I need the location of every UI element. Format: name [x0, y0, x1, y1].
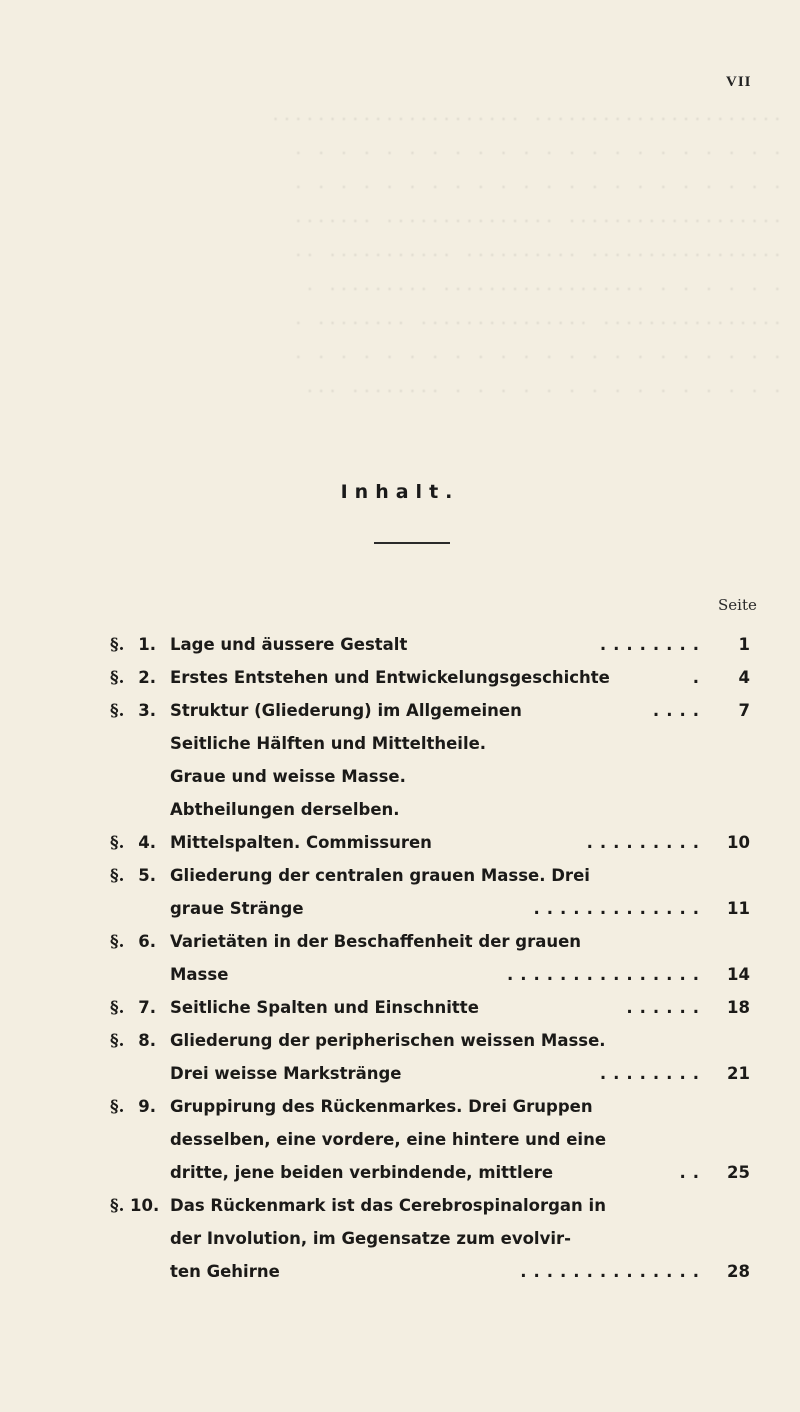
toc-line	[110, 694, 750, 727]
toc-entry-1	[110, 628, 750, 661]
section-title: Lage und äussere Gestalt	[170, 635, 408, 654]
toc-line	[110, 859, 750, 892]
toc-entry-8	[110, 1024, 750, 1090]
leader-dots: ..............	[520, 1262, 706, 1281]
title-divider	[374, 542, 450, 544]
toc-line	[110, 793, 750, 826]
section-title-continued: ten Gehirne	[170, 1262, 280, 1281]
toc-line	[110, 1255, 750, 1288]
section-mark: §.	[110, 1097, 125, 1116]
section-mark: §.	[110, 668, 125, 687]
page-ref: 25	[727, 1163, 750, 1182]
leader-dots: .	[692, 668, 706, 687]
section-number: 6.	[138, 932, 156, 951]
section-mark: §.	[110, 635, 125, 654]
section-mark: §.	[110, 833, 125, 852]
section-title: Varietäten in der Beschaffenheit der grauen	[170, 932, 582, 951]
section-number: 3.	[138, 701, 156, 720]
page-number: VII	[726, 74, 752, 90]
toc-line	[110, 727, 750, 760]
toc-entry-4	[110, 826, 750, 859]
page-ref: 1	[738, 635, 750, 654]
toc-line	[110, 1156, 750, 1189]
section-number: 2.	[138, 668, 156, 687]
section-number: 4.	[138, 833, 156, 852]
leader-dots: ......	[626, 998, 706, 1017]
section-mark: §.	[110, 1196, 125, 1215]
section-title-continued: desselben, eine vordere, eine hintere und eine	[170, 1130, 607, 1149]
toc-line	[110, 1024, 750, 1057]
section-mark: §.	[110, 998, 125, 1017]
toc-entry-10	[110, 1189, 750, 1288]
section-title: Seitliche Spalten und Einschnitte	[170, 998, 479, 1017]
section-mark: §.	[110, 1031, 125, 1050]
leader-dots: ...............	[506, 965, 706, 984]
page-ref: 11	[727, 899, 750, 918]
leader-dots: .........	[586, 833, 706, 852]
section-number: 1.	[138, 635, 156, 654]
section-title-continued: Graue und weisse Masse.	[170, 767, 406, 786]
section-title-continued: Abtheilungen derselben.	[170, 800, 400, 819]
toc-line	[110, 991, 750, 1024]
section-mark: §.	[110, 866, 125, 885]
section-title-continued: Seitliche Hälften und Mitteltheile.	[170, 734, 487, 753]
toc-entry-7	[110, 991, 750, 1024]
section-title-continued: dritte, jene beiden verbindende, mittlere	[170, 1163, 554, 1182]
section-title-continued: Masse	[170, 965, 229, 984]
section-title: Gruppirung des Rückenmarkes. Drei Gruppen	[170, 1097, 593, 1116]
toc-entry-3	[110, 694, 750, 826]
toc-line	[110, 1189, 750, 1222]
section-title: Gliederung der centralen grauen Masse. Drei	[170, 866, 590, 885]
toc-line	[110, 892, 750, 925]
toc-line	[110, 628, 750, 661]
toc-line	[110, 958, 750, 991]
table-of-contents	[110, 628, 750, 1288]
toc-line	[110, 661, 750, 694]
page-ref: 28	[727, 1262, 750, 1281]
leader-dots: ..	[679, 1163, 706, 1182]
leader-dots: .............	[533, 899, 706, 918]
section-number: 5.	[138, 866, 156, 885]
seite-column-header: Seite	[718, 596, 757, 614]
leader-dots: ....	[652, 701, 706, 720]
section-number: 8.	[138, 1031, 156, 1050]
bleed-through-text: ...................... ...................... . . . . . . . . . . . . . . . . . . . . . . . . . . . . . . . . . . . . . . . . . . . . ................... ............... ....... ................. .......... ........... .. . . . . . . .................. ......... . ................ ............... ........ . . . . . . . . . . . . . . . . . . . . . . . . . . . . . . . . . . . . . . ........ ...	[266, 105, 780, 397]
toc-entry-6	[110, 925, 750, 991]
section-number: 7.	[138, 998, 156, 1017]
leader-dots: ........	[599, 635, 706, 654]
section-number: 9.	[138, 1097, 156, 1116]
toc-line	[110, 1057, 750, 1090]
section-title: Gliederung der peripherischen weissen Masse.	[170, 1031, 606, 1050]
toc-line	[110, 826, 750, 859]
toc-entry-5	[110, 859, 750, 925]
section-title: Das Rückenmark ist das Cerebrospinalorgan in	[170, 1196, 606, 1215]
section-title: Mittelspalten. Commissuren	[170, 833, 432, 852]
section-number: 10.	[130, 1196, 160, 1215]
section-title-continued: der Involution, im Gegensatze zum evolvir-	[170, 1229, 571, 1248]
toc-line	[110, 760, 750, 793]
toc-line	[110, 1222, 750, 1255]
toc-line	[110, 925, 750, 958]
page-title: Inhalt.	[340, 481, 460, 503]
page-ref: 4	[738, 668, 750, 687]
section-mark: §.	[110, 932, 125, 951]
page-ref: 10	[727, 833, 750, 852]
toc-entry-2	[110, 661, 750, 694]
page-ref: 7	[738, 701, 750, 720]
toc-line	[110, 1123, 750, 1156]
page-ref: 21	[727, 1064, 750, 1083]
page-ref: 14	[727, 965, 750, 984]
page-ref: 18	[727, 998, 750, 1017]
section-title: Erstes Entstehen und Entwickelungsgeschichte	[170, 668, 610, 687]
section-mark: §.	[110, 701, 125, 720]
section-title-continued: Drei weisse Markstränge	[170, 1064, 402, 1083]
leader-dots: ........	[599, 1064, 706, 1083]
section-title: Struktur (Gliederung) im Allgemeinen	[170, 701, 522, 720]
section-title-continued: graue Stränge	[170, 899, 304, 918]
toc-entry-9	[110, 1090, 750, 1189]
toc-line	[110, 1090, 750, 1123]
